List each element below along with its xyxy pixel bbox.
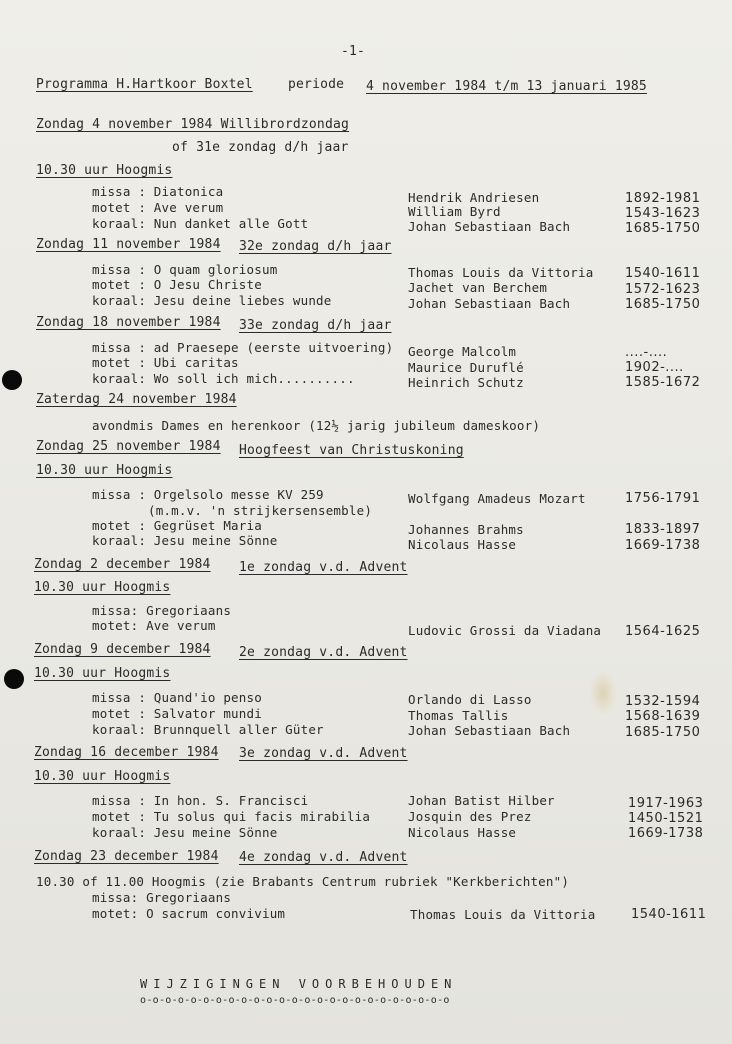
composer: Thomas Louis da Vittoria	[408, 265, 594, 280]
composer: Johan Sebastiaan Bach	[408, 723, 571, 738]
piece: koraal: Brunnquell aller Güter	[92, 722, 324, 737]
composer-years: 1450-1521	[628, 811, 704, 826]
section-title: Zondag 4 november 1984 Willibrordzondag	[36, 117, 350, 132]
section-title-alt: of 31e zondag d/h jaar	[172, 140, 349, 155]
section-date: Zondag 18 november 1984	[36, 315, 221, 330]
composer-years: 1892-1981	[625, 191, 701, 206]
section-date: Zondag 23 december 1984	[34, 849, 219, 864]
composer: Johan Batist Hilber	[408, 793, 555, 808]
section-occasion: 2e zondag v.d. Advent	[239, 645, 408, 660]
composer: Wolfgang Amadeus Mozart	[408, 491, 586, 506]
service-time: 10.30 uur Hoogmis	[36, 163, 173, 178]
piece: motet : Salvator mundi	[92, 706, 262, 721]
footer-notice: WIJZIGINGEN VOORBEHOUDEN	[140, 977, 458, 991]
composer: Ludovic Grossi da Viadana	[408, 623, 602, 638]
piece: missa : Quand'io penso	[92, 690, 262, 705]
section-occasion: 1e zondag v.d. Advent	[239, 560, 408, 575]
page-number: -1-	[341, 44, 366, 59]
section-note: 10.30 of 11.00 Hoogmis (zie Brabants Centrum rubriek "Kerkberichten")	[36, 874, 570, 889]
service-time: 10.30 uur Hoogmis	[36, 463, 173, 478]
composer-years: 1585-1672	[625, 375, 701, 390]
section-note: avondmis Dames en herenkoor (12½ jarig jubileum dameskoor)	[92, 418, 541, 433]
composer-years: 1572-1623	[625, 282, 701, 297]
piece: motet : Ave verum	[92, 200, 224, 215]
composer: Hendrik Andriesen	[408, 190, 540, 205]
composer: Nicolaus Hasse	[408, 537, 517, 552]
section-occasion: Hoogfeest van Christuskoning	[239, 443, 464, 458]
composer: Johannes Brahms	[408, 522, 524, 537]
periode-range: 4 november 1984 t/m 13 januari 1985	[366, 79, 647, 94]
composer-years: 1902-....	[625, 360, 684, 375]
composer-years: 1669-1738	[628, 826, 704, 841]
piece: missa : ad Praesepe (eerste uitvoering)	[92, 340, 394, 355]
composer: George Malcolm	[408, 344, 517, 359]
piece: koraal: Jesu meine Sönne	[92, 533, 278, 548]
composer-years: 1917-1963	[628, 796, 704, 811]
periode-label: periode	[288, 77, 345, 92]
piece: motet: Ave verum	[92, 618, 216, 633]
piece: missa : In hon. S. Francisci	[92, 793, 309, 808]
punch-hole	[4, 669, 24, 689]
section-date: Zondag 9 december 1984	[34, 642, 211, 657]
service-time: 10.30 uur Hoogmis	[34, 769, 171, 784]
piece: motet : O Jesu Christe	[92, 277, 262, 292]
piece: motet : Gegrüset Maria	[92, 518, 262, 533]
composer-years: 1543-1623	[625, 206, 701, 221]
composer: Jachet van Berchem	[408, 280, 548, 295]
section-date: Zondag 16 december 1984	[34, 745, 219, 760]
piece: koraal: Nun danket alle Gott	[92, 216, 309, 231]
composer: Maurice Duruflé	[408, 360, 524, 375]
composer-years: 1532-1594	[625, 694, 701, 709]
section-occasion: 32e zondag d/h jaar	[239, 239, 392, 254]
footer-border: o-o-o-o-o-o-o-o-o-o-o-o-o-o-o-o-o-o-o-o-o-o-o-o-o	[140, 995, 450, 1006]
piece: missa: Gregoriaans	[92, 890, 232, 905]
piece: koraal: Jesu deine liebes wunde	[92, 293, 332, 308]
composer-years: 1564-1625	[625, 624, 701, 639]
composer: William Byrd	[408, 204, 501, 219]
composer-years: 1540-1611	[625, 266, 701, 281]
service-time: 10.30 uur Hoogmis	[34, 666, 171, 681]
composer: Orlando di Lasso	[408, 692, 532, 707]
composer: Heinrich Schutz	[408, 375, 524, 390]
section-date: Zondag 11 november 1984	[36, 237, 221, 252]
piece: missa : O quam gloriosum	[92, 262, 278, 277]
section-occasion: 3e zondag v.d. Advent	[239, 746, 408, 761]
composer: Johan Sebastiaan Bach	[408, 296, 571, 311]
piece: missa : Diatonica	[92, 184, 224, 199]
section-date: Zondag 2 december 1984	[34, 557, 211, 572]
section-occasion: 4e zondag v.d. Advent	[239, 850, 408, 865]
composer-years: 1685-1750	[625, 725, 701, 740]
piece: koraal: Jesu meine Sönne	[92, 825, 278, 840]
punch-hole	[2, 370, 22, 390]
composer: Nicolaus Hasse	[408, 825, 517, 840]
composer-years: 1540-1611	[631, 907, 707, 922]
paper-stain	[590, 672, 616, 714]
composer-years: 1685-1750	[625, 221, 701, 236]
composer-years: 1756-1791	[625, 491, 701, 506]
service-time: 10.30 uur Hoogmis	[34, 580, 171, 595]
program-title: Programma H.Hartkoor Boxtel	[36, 77, 253, 92]
section-date: Zondag 25 november 1984	[36, 439, 221, 454]
composer-years: ....-....	[625, 345, 668, 360]
composer: Thomas Tallis	[408, 708, 509, 723]
piece: missa : Orgelsolo messe KV 259	[92, 487, 324, 502]
piece: missa: Gregoriaans	[92, 603, 232, 618]
composer: Josquin des Prez	[408, 809, 532, 824]
section-date: Zaterdag 24 november 1984	[36, 392, 237, 407]
composer: Thomas Louis da Vittoria	[410, 907, 596, 922]
composer-years: 1685-1750	[625, 297, 701, 312]
piece: koraal: Wo soll ich mich..........	[92, 371, 355, 386]
section-occasion: 33e zondag d/h jaar	[239, 318, 392, 333]
piece: motet: O sacrum convivium	[92, 906, 286, 921]
composer: Johan Sebastiaan Bach	[408, 219, 571, 234]
piece: motet : Tu solus qui facis mirabilia	[92, 809, 371, 824]
piece-note: (m.m.v. 'n strijkersensemble)	[148, 503, 373, 518]
composer-years: 1833-1897	[625, 522, 701, 537]
piece: motet : Ubi caritas	[92, 355, 239, 370]
composer-years: 1669-1738	[625, 538, 701, 553]
composer-years: 1568-1639	[625, 709, 701, 724]
